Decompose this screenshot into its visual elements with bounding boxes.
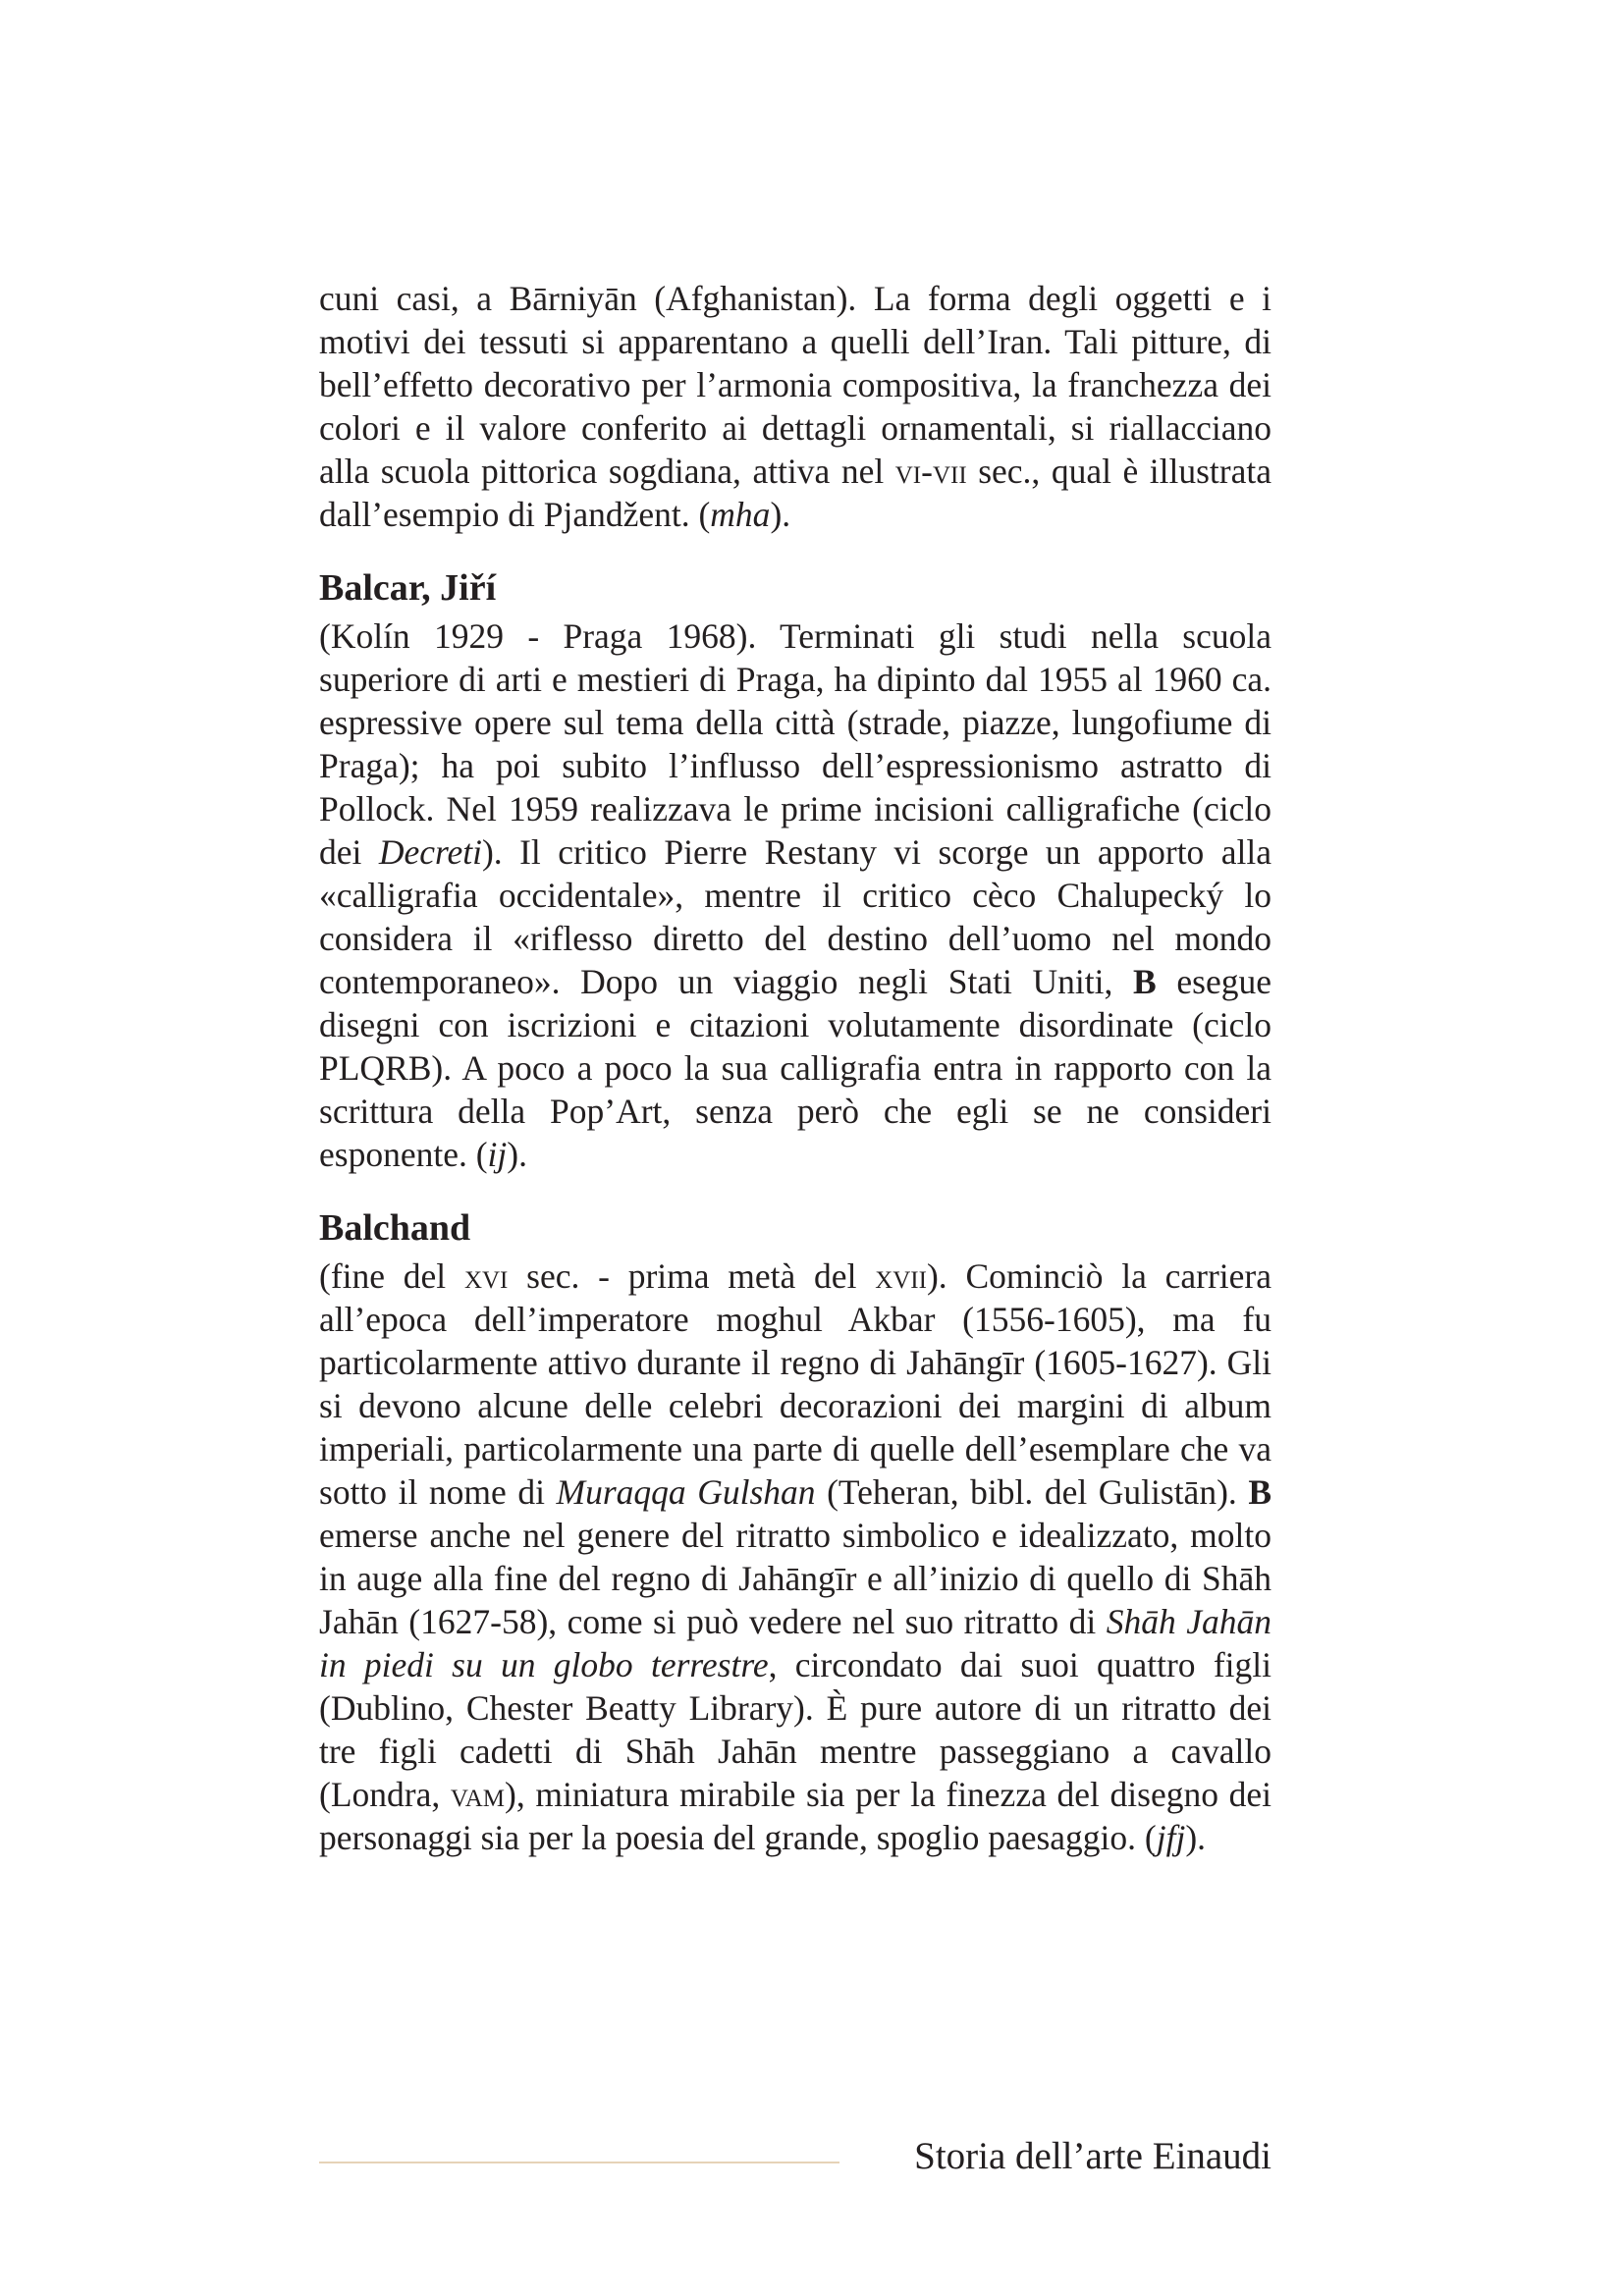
- balcar-text-4: ).: [507, 1135, 527, 1174]
- balcar-work-title: Decreti: [378, 832, 482, 872]
- intro-text-1: cuni casi, a Bārniyān (Afghanistan). La forma degli oggetti e i motivi dei tessuti si apparentano a quelli dell’Iran. Tali pitture, di bell’effetto decorativo per l’armonia compositiva, la franchezza dei colori e il valore conferito ai dettagli ornamentali, si riallacciano alla scuola pittorica sogdiana, attiva nel: [319, 279, 1271, 491]
- balcar-heading: Balcar, Jiří: [319, 567, 497, 609]
- balchand-text-8: ).: [1185, 1818, 1207, 1857]
- balchand-text-1: (fine del: [319, 1256, 464, 1296]
- intro-century: vi-vii: [894, 452, 967, 491]
- balcar-author-initials: ij: [487, 1135, 508, 1174]
- footer-rule: [319, 2162, 839, 2163]
- intro-text-2: sec., qual è illustrata dall’esempio di Pjandžent. (: [319, 452, 1271, 534]
- balchand-century-1: xvi: [463, 1256, 509, 1296]
- balchand-text-5: emerse anche nel genere del ritratto simbolico e idealizzato, molto in auge alla fine del regno di Jahāngīr e all’inizio di quello di Shāh Jahān (1627-58), come si può vedere nel suo ritratto di: [319, 1516, 1271, 1641]
- balchand-text-3: ). Cominciò la carriera all’epoca dell’imperatore moghul Akbar (1556-1605), ma fu particolarmente attivo durante il regno di Jahāngīr (1605-1627). Gli si devono alcune delle celebri decorazioni dei margini di album imperiali, particolarmente una parte di quelle dell’esemplare che va sotto il nome di: [319, 1256, 1271, 1512]
- balchand-work-title-2: Shāh Jahān in piedi su un globo terrestre: [319, 1602, 1272, 1684]
- balchand-work-title-1: Muraqqa Gulshan: [556, 1472, 816, 1512]
- page-body: [319, 277, 1271, 1859]
- balchand-paragraph: [319, 1255, 1271, 1859]
- intro-author-initials: mha: [710, 495, 771, 534]
- balchand-museum-abbrev: vam: [450, 1775, 505, 1814]
- intro-text-3: ).: [770, 495, 791, 534]
- balchand-heading: Balchand: [319, 1207, 471, 1249]
- balchand-text-6: , circondato dai suoi quattro figli (Dublino, Chester Beatty Library). È pure autore di un ritratto dei tre figli cadetti di Shāh Jahān mentre passeggiano a cavallo (Londra,: [319, 1645, 1271, 1814]
- intro-paragraph: [319, 277, 1271, 536]
- page-footer: [319, 2132, 1271, 2181]
- balcar-text-1: (Kolín 1929 - Praga 1968). Terminati gli studi nella scuola superiore di arti e mestieri di Praga, ha dipinto dal 1955 al 1960 ca. espressive opere sul tema della città (strade, piazze, lungofiume di Praga); ha poi subito l’influsso dell’espressionismo astratto di Pollock. Nel 1959 realizzava le prime incisioni calligrafiche (ciclo dei: [319, 616, 1271, 872]
- balcar-abbrev: B: [1133, 962, 1157, 1001]
- balcar-paragraph: [319, 614, 1271, 1176]
- balchand-text-4: (Teheran, bibl. del Gulistān).: [815, 1472, 1249, 1512]
- balchand-text-7: ), miniatura mirabile sia per la finezza del disegno dei personaggi sia per la poesia del grande, spoglio paesaggio. (: [319, 1775, 1271, 1857]
- balchand-text-2: sec. - prima metà del: [508, 1256, 876, 1296]
- balchand-century-2: xvii: [875, 1256, 927, 1296]
- footer-title: Storia dell’arte Einaudi: [914, 2135, 1271, 2177]
- balcar-text-2: ). Il critico Pierre Restany vi scorge un apporto alla «calligrafia occidentale», mentre il critico cèco Chalupecký lo considera il «riflesso diretto del destino dell’uomo nel mondo contemporaneo». Dopo un viaggio negli Stati Uniti,: [319, 832, 1271, 1001]
- balchand-abbrev: B: [1248, 1472, 1272, 1512]
- balchand-author-initials: jfj: [1156, 1818, 1186, 1857]
- balcar-text-3: esegue disegni con iscrizioni e citazioni volutamente disordinate (ciclo PLQRB). A poco a poco la sua calligrafia entra in rapporto con la scrittura della Pop’Art, senza però che egli se ne consideri esponente. (: [319, 962, 1271, 1174]
